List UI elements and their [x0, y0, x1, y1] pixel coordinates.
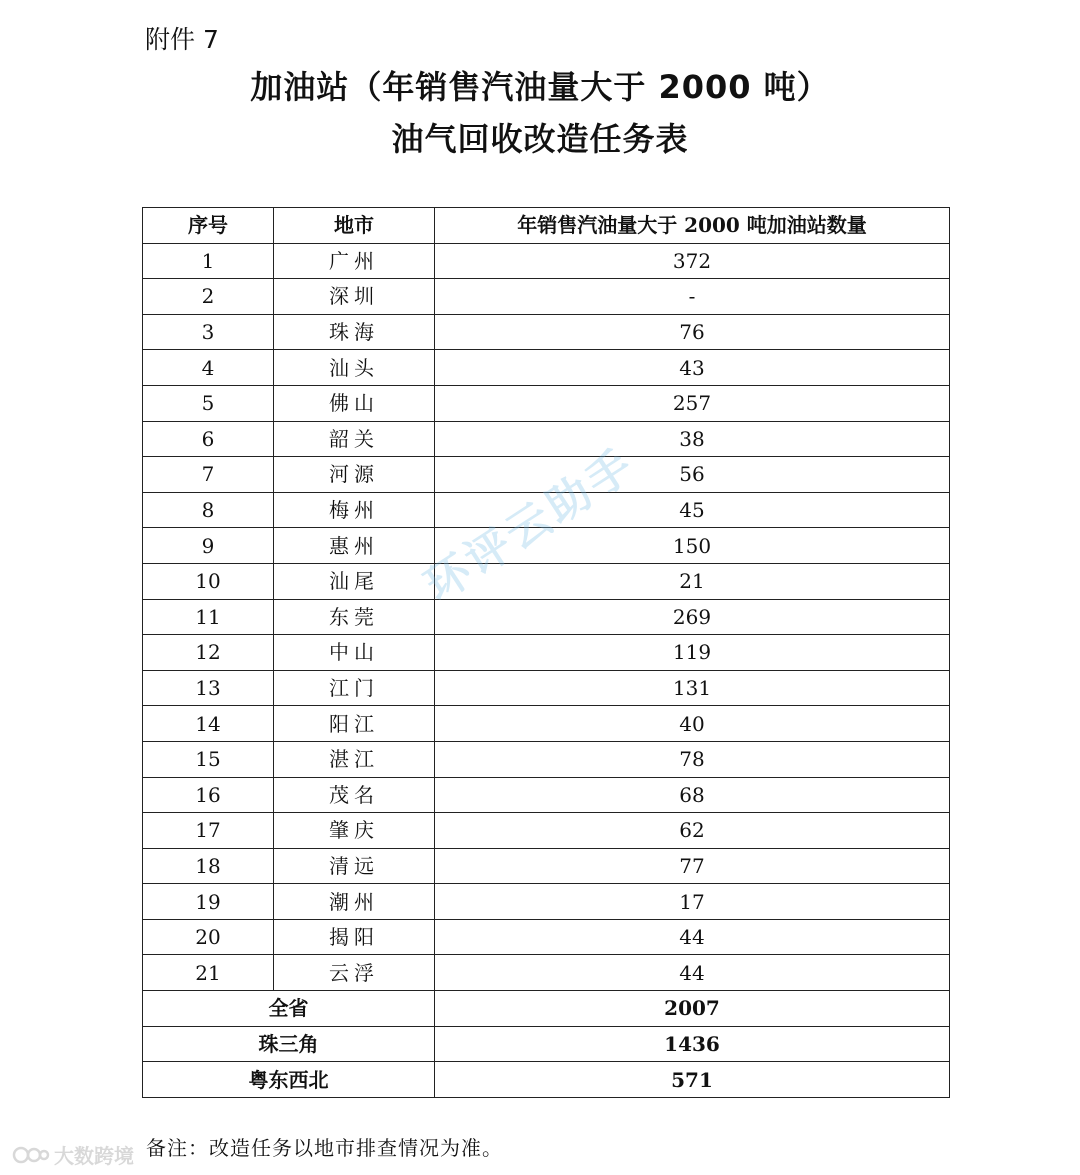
table-row — [143, 848, 950, 884]
row-serial: 6 — [143, 421, 274, 457]
row-count: 257 — [435, 385, 950, 421]
row-serial: 19 — [143, 884, 274, 920]
row-city: 云浮 — [274, 955, 435, 991]
row-city: 东莞 — [274, 599, 435, 635]
row-serial: 11 — [143, 599, 274, 635]
table-row — [143, 599, 950, 635]
row-count: 77 — [435, 848, 950, 884]
summary-row — [143, 1026, 950, 1062]
summary-count: 2007 — [435, 991, 950, 1027]
table-header-row — [143, 208, 950, 244]
row-city: 揭阳 — [274, 919, 435, 955]
row-serial: 2 — [143, 279, 274, 315]
row-count: 56 — [435, 457, 950, 493]
row-city: 深圳 — [274, 279, 435, 315]
row-city: 河源 — [274, 457, 435, 493]
row-count: 150 — [435, 528, 950, 564]
row-count: 43 — [435, 350, 950, 386]
row-serial: 20 — [143, 919, 274, 955]
row-count: 372 — [435, 243, 950, 279]
header-serial: 序号 — [143, 208, 274, 244]
summary-label: 珠三角 — [143, 1026, 435, 1062]
summary-count: 1436 — [435, 1026, 950, 1062]
table-row — [143, 563, 950, 599]
row-count: 45 — [435, 492, 950, 528]
table-row — [143, 314, 950, 350]
table-row — [143, 741, 950, 777]
row-serial: 13 — [143, 670, 274, 706]
row-serial: 1 — [143, 243, 274, 279]
row-city: 汕头 — [274, 350, 435, 386]
row-count: 76 — [435, 314, 950, 350]
brand-logo-icon — [12, 1143, 50, 1167]
row-serial: 16 — [143, 777, 274, 813]
row-city: 清远 — [274, 848, 435, 884]
row-city: 广州 — [274, 243, 435, 279]
table-row — [143, 421, 950, 457]
row-serial: 8 — [143, 492, 274, 528]
row-serial: 5 — [143, 385, 274, 421]
row-count: 44 — [435, 919, 950, 955]
summary-row — [143, 1062, 950, 1098]
row-count: 269 — [435, 599, 950, 635]
table-row — [143, 670, 950, 706]
row-city: 茂名 — [274, 777, 435, 813]
summary-label: 全省 — [143, 991, 435, 1027]
brand-watermark — [12, 1140, 134, 1169]
row-city: 潮州 — [274, 884, 435, 920]
row-serial: 10 — [143, 563, 274, 599]
summary-count: 571 — [435, 1062, 950, 1098]
document-title: 加油站（年销售汽油量大于 2000 吨） — [250, 68, 830, 106]
table-row — [143, 635, 950, 671]
row-count: 17 — [435, 884, 950, 920]
watermark-text: 环评云助手 — [415, 438, 646, 612]
row-serial: 12 — [143, 635, 274, 671]
table-row — [143, 955, 950, 991]
row-city: 中山 — [274, 635, 435, 671]
header-city: 地市 — [274, 208, 435, 244]
row-serial: 17 — [143, 813, 274, 849]
row-count: 62 — [435, 813, 950, 849]
row-count: 38 — [435, 421, 950, 457]
row-count: 44 — [435, 955, 950, 991]
row-city: 惠州 — [274, 528, 435, 564]
table-row — [143, 243, 950, 279]
row-serial: 3 — [143, 314, 274, 350]
row-count: 40 — [435, 706, 950, 742]
table-row — [143, 492, 950, 528]
row-count: 119 — [435, 635, 950, 671]
table-row — [143, 706, 950, 742]
row-city: 梅州 — [274, 492, 435, 528]
row-count: 78 — [435, 741, 950, 777]
table-row — [143, 457, 950, 493]
table-row — [143, 279, 950, 315]
table-row — [143, 528, 950, 564]
row-city: 韶关 — [274, 421, 435, 457]
row-city: 江门 — [274, 670, 435, 706]
row-serial: 21 — [143, 955, 274, 991]
table-note: 备注：改造任务以地市排查情况为准。 — [146, 1136, 503, 1160]
row-serial: 15 — [143, 741, 274, 777]
attachment-label: 附件 7 — [145, 25, 219, 54]
row-count: 21 — [435, 563, 950, 599]
row-serial: 9 — [143, 528, 274, 564]
row-city: 汕尾 — [274, 563, 435, 599]
row-city: 珠海 — [274, 314, 435, 350]
table-row — [143, 919, 950, 955]
summary-label: 粤东西北 — [143, 1062, 435, 1098]
row-city: 佛山 — [274, 385, 435, 421]
row-city: 肇庆 — [274, 813, 435, 849]
row-serial: 18 — [143, 848, 274, 884]
row-count: 131 — [435, 670, 950, 706]
row-serial: 14 — [143, 706, 274, 742]
table-row — [143, 385, 950, 421]
task-table — [142, 207, 950, 1098]
row-count: - — [435, 279, 950, 315]
table-row — [143, 884, 950, 920]
table-row — [143, 350, 950, 386]
table-row — [143, 777, 950, 813]
document-subtitle: 油气回收改造任务表 — [391, 120, 689, 158]
row-city: 湛江 — [274, 741, 435, 777]
table-row — [143, 813, 950, 849]
summary-row — [143, 991, 950, 1027]
row-count: 68 — [435, 777, 950, 813]
brand-name: 大数跨境 — [54, 1144, 134, 1168]
row-city: 阳江 — [274, 706, 435, 742]
row-serial: 7 — [143, 457, 274, 493]
header-count: 年销售汽油量大于 2000 吨加油站数量 — [435, 208, 950, 244]
row-serial: 4 — [143, 350, 274, 386]
